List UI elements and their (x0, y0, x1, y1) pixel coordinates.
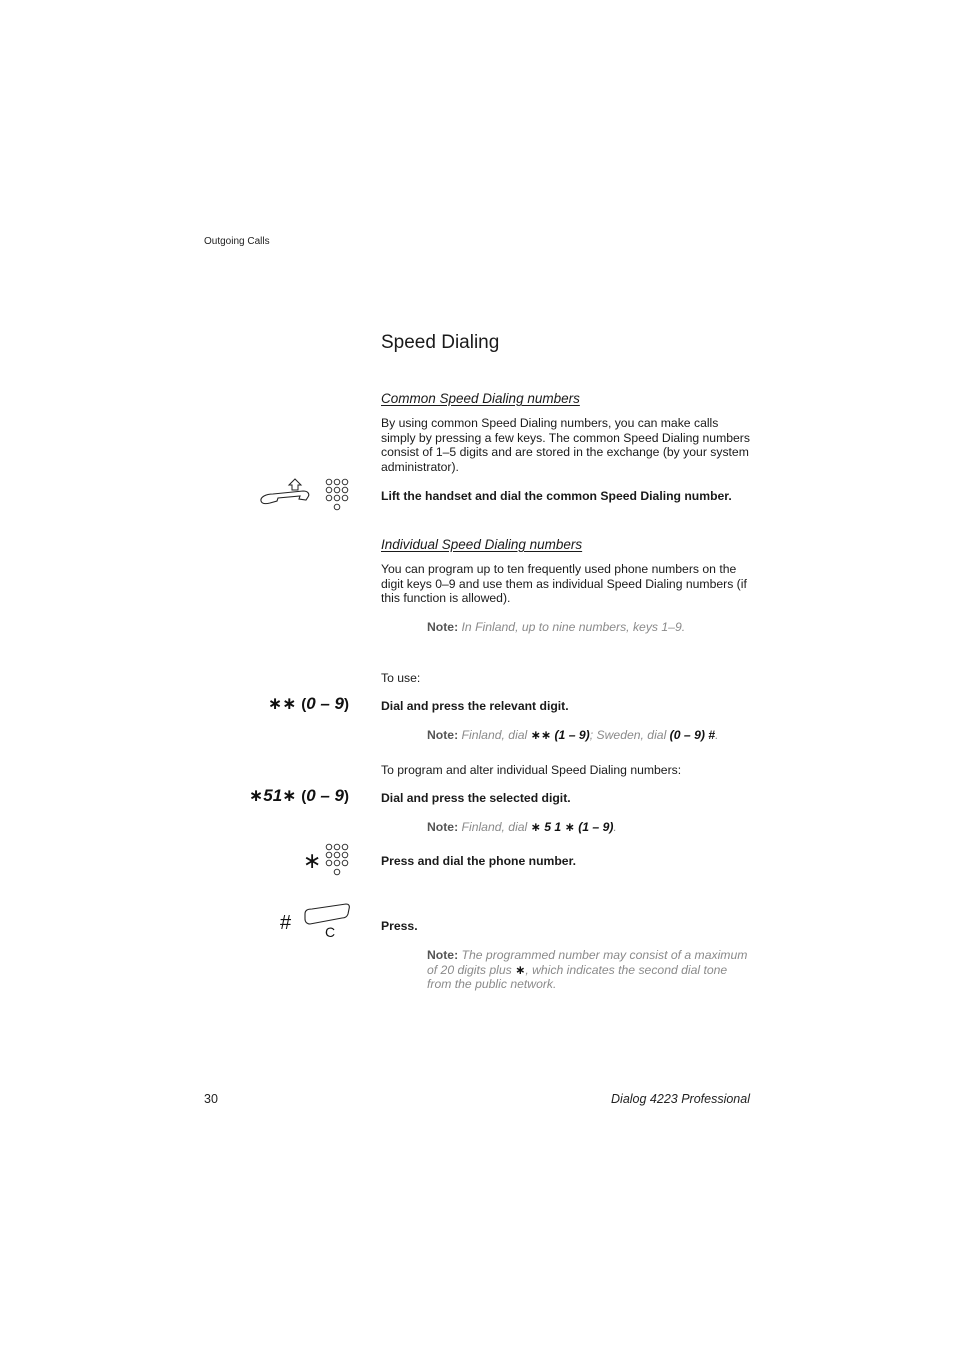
page-number: 30 (204, 1092, 218, 1106)
common-speed-dialing-heading: Common Speed Dialing numbers (381, 391, 580, 406)
instruction-press-dial-number: Press and dial the phone number. (381, 854, 577, 868)
section-header: Outgoing Calls (204, 236, 270, 247)
program-instructions-label: To program and alter individual Speed Dialing numbers: (381, 763, 682, 777)
note-finland-program: Note: Finland, dial ∗ 5 1 ∗ (1 – 9). (427, 820, 617, 834)
code-star51star-digit: ∗51∗ (0 – 9) (249, 786, 349, 805)
instruction-dial-relevant-digit: Dial and press the relevant digit. (381, 699, 569, 713)
page-title: Speed Dialing (381, 332, 500, 353)
instruction-press: Press. (381, 919, 418, 933)
clear-key-letter: C (325, 924, 336, 940)
code-star-star-digit: ∗∗ (0 – 9) (267, 694, 349, 713)
instruction-lift-handset: Lift the handset and dial the common Speed Dialing number. (381, 489, 732, 503)
note-finland-sweden-dial: Note: Finland, dial ∗∗ (1 – 9); Sweden, dial (0 – 9) #. (427, 728, 719, 742)
individual-speed-dialing-body: You can program up to ten frequently used phone numbers on the digit keys 0–9 and use them as individual Speed Dialing numbers (if this function is allowed). (381, 562, 747, 606)
note-finland-keys: Note: In Finland, up to nine numbers, keys 1–9. (427, 620, 686, 634)
keypad-icon (325, 478, 351, 514)
product-name: Dialog 4223 Professional (611, 1092, 750, 1106)
common-speed-dialing-body: By using common Speed Dialing numbers, you can make calls simply by pressing a few keys. The common Speed Dialing numbers consist of 1–5 digits and are stored in the exchange (by your system administrator). (381, 416, 750, 474)
star-key-icon: ∗ (303, 848, 322, 873)
instruction-dial-selected-digit: Dial and press the selected digit. (381, 791, 571, 805)
to-use-label: To use: (381, 671, 421, 685)
individual-speed-dialing-heading: Individual Speed Dialing numbers (381, 537, 583, 552)
keypad-icon (325, 843, 351, 879)
hash-key-icon: # (280, 912, 292, 934)
note-max-digits: Note: The programmed number may consist of a maximum of 20 digits plus ∗, which indicates the second dial tone from the public network. (427, 948, 748, 992)
